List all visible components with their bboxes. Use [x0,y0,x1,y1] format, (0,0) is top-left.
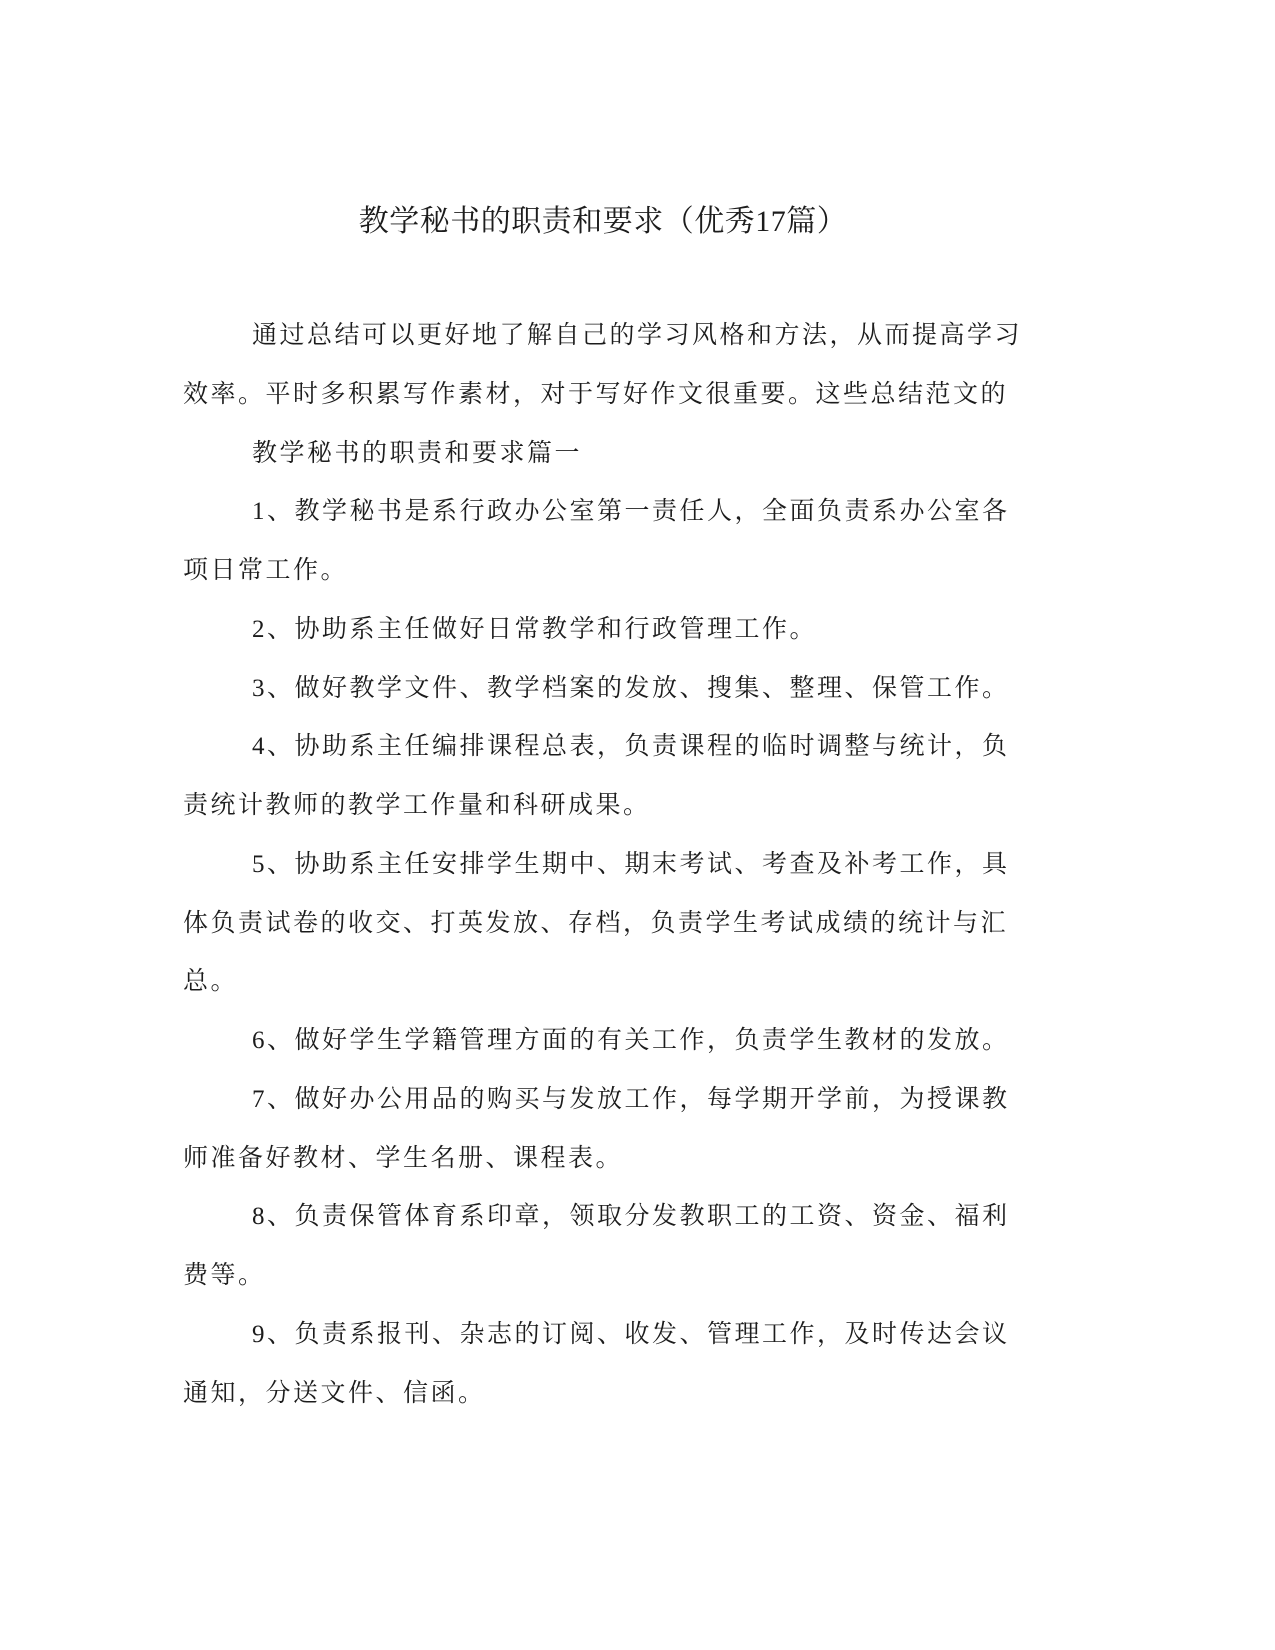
paragraph-line: 效率。平时多积累写作素材，对于写好作文很重要。这些总结范文的 [183,380,1009,408]
paragraph-line: 9、负责系报刊、杂志的订阅、收发、管理工作，及时传达会议 [252,1320,1010,1348]
list-item-4 [183,718,1033,836]
paragraph-line: 3、做好教学文件、教学档案的发放、搜集、整理、保管工作。 [252,674,1010,702]
paragraph-line: 通知，分送文件、信函。 [183,1379,486,1407]
paragraph-line: 通过总结可以更好地了解自己的学习风格和方法，从而提高学习 [252,322,1023,349]
section-heading-text: 教学秘书的职责和要求篇一 [252,439,583,467]
paragraph-line: 总。 [183,968,239,996]
paragraph-line: 6、做好学生学籍管理方面的有关工作，负责学生教材的发放。 [252,1027,1010,1054]
section-heading [183,425,1033,484]
paragraph-line: 师准备好教材、学生名册、课程表。 [183,1144,624,1172]
list-item-9 [183,1306,1033,1424]
paragraph-line: 7、做好办公用品的购买与发放工作，每学期开学前，为授课教 [252,1085,1010,1113]
list-item-1 [183,483,1033,601]
document-body [183,307,1033,1423]
intro-paragraph [183,307,1033,425]
paragraph-line: 2、协助系主任做好日常教学和行政管理工作。 [252,615,818,643]
document-title: 教学秘书的职责和要求（优秀17篇） [358,205,848,238]
list-item-3 [183,660,1033,719]
paragraph-line: 体负责试卷的收交、打英发放、存档，负责学生考试成绩的统计与汇 [183,909,1009,937]
list-item-7 [183,1071,1033,1189]
list-item-2 [183,601,1033,660]
paragraph-line: 项日常工作。 [183,557,349,584]
paragraph-line: 费等。 [183,1262,266,1289]
list-item-5 [183,836,1033,1012]
paragraph-line: 1、教学秘书是系行政办公室第一责任人，全面负责系办公室各 [252,498,1010,526]
paragraph-line: 4、协助系主任编排课程总表，负责课程的临时调整与统计，负 [252,733,1010,761]
list-item-6 [183,1012,1033,1071]
paragraph-line: 5、协助系主任安排学生期中、期末考试、考查及补考工作，具 [252,850,1010,878]
paragraph-line: 责统计教师的教学工作量和科研成果。 [183,792,651,819]
paragraph-line: 8、负责保管体育系印章，领取分发教职工的工资、资金、福利 [252,1203,1010,1231]
list-item-8 [183,1188,1033,1306]
